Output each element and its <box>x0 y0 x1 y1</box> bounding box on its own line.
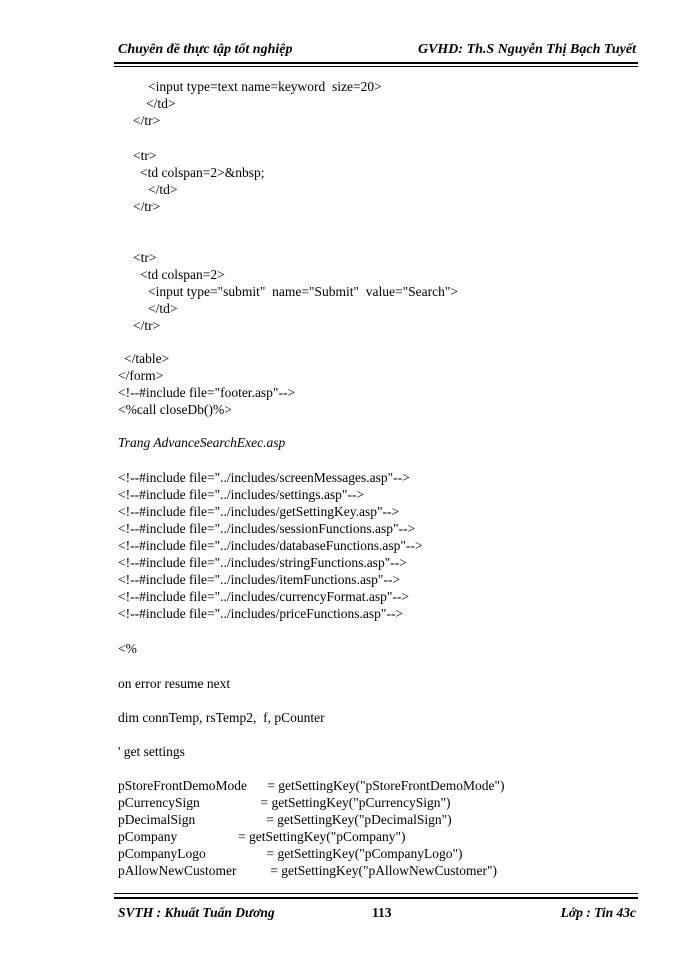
include-line: <!--#include file="../includes/priceFunctions.asp"--> <box>118 606 404 621</box>
footer-class: Lớp : Tin 43c <box>560 905 636 920</box>
header-rule-thin <box>114 66 638 67</box>
include-line: <!--#include file="../includes/getSettingKey.asp"--> <box>118 504 400 519</box>
code-comment: ' get settings <box>118 744 185 759</box>
code-line: </table> <box>124 351 170 366</box>
footer-student: SVTH : Khuất Tuấn Dương <box>118 905 275 920</box>
code-line: <input type=text name=keyword size=20> <box>148 79 382 94</box>
code-line: dim connTemp, rsTemp2, f, pCounter <box>118 710 325 725</box>
code-line: <% <box>118 641 137 656</box>
header-right-advisor: GVHD: Th.S Nguyễn Thị Bạch Tuyết <box>417 42 636 57</box>
code-line: <tr> <box>133 250 157 265</box>
header-rule-thick <box>114 62 638 64</box>
header-left-title: Chuyên đề thực tập tốt nghiệp <box>118 42 293 57</box>
code-line: <input type="submit" name="Submit" value="Search"> <box>148 284 458 299</box>
setting-line: pCompany = getSettingKey("pCompany") <box>118 829 406 844</box>
footer-rule-thick <box>114 897 638 899</box>
setting-line: pDecimalSign = getSettingKey("pDecimalSign") <box>118 812 452 827</box>
code-line: </tr> <box>133 318 161 333</box>
setting-line: pStoreFrontDemoMode = getSettingKey("pStoreFrontDemoMode") <box>118 778 505 793</box>
code-line: <!--#include file="footer.asp"--> <box>118 385 296 400</box>
code-line: </td> <box>148 301 178 316</box>
page-number: 113 <box>372 905 392 920</box>
code-line: <tr> <box>133 148 157 163</box>
code-line: </tr> <box>133 113 161 128</box>
setting-line: pCompanyLogo = getSettingKey("pCompanyLogo") <box>118 846 463 861</box>
code-line: <%call closeDb()%> <box>118 402 232 417</box>
include-line: <!--#include file="../includes/stringFunctions.asp"--> <box>118 555 407 570</box>
setting-line: pAllowNewCustomer = getSettingKey("pAllowNewCustomer") <box>118 863 497 878</box>
code-line: </form> <box>118 368 164 383</box>
section-heading: Trang AdvanceSearchExec.asp <box>118 435 286 450</box>
code-line: on error resume next <box>118 676 231 691</box>
include-line: <!--#include file="../includes/itemFunctions.asp"--> <box>118 572 401 587</box>
code-line: </tr> <box>133 199 161 214</box>
include-line: <!--#include file="../includes/screenMessages.asp"--> <box>118 470 410 485</box>
include-line: <!--#include file="../includes/currencyFormat.asp"--> <box>118 589 410 604</box>
include-line: <!--#include file="../includes/databaseFunctions.asp"--> <box>118 538 423 553</box>
setting-line: pCurrencySign = getSettingKey("pCurrencySign") <box>118 795 451 810</box>
code-line: <td colspan=2>&nbsp; <box>140 165 265 180</box>
include-line: <!--#include file="../includes/settings.asp"--> <box>118 487 365 502</box>
code-line: <td colspan=2> <box>140 267 225 282</box>
include-line: <!--#include file="../includes/sessionFunctions.asp"--> <box>118 521 416 536</box>
code-line: </td> <box>148 182 178 197</box>
code-line: </td> <box>146 96 176 111</box>
footer-rule-thin <box>114 893 638 894</box>
